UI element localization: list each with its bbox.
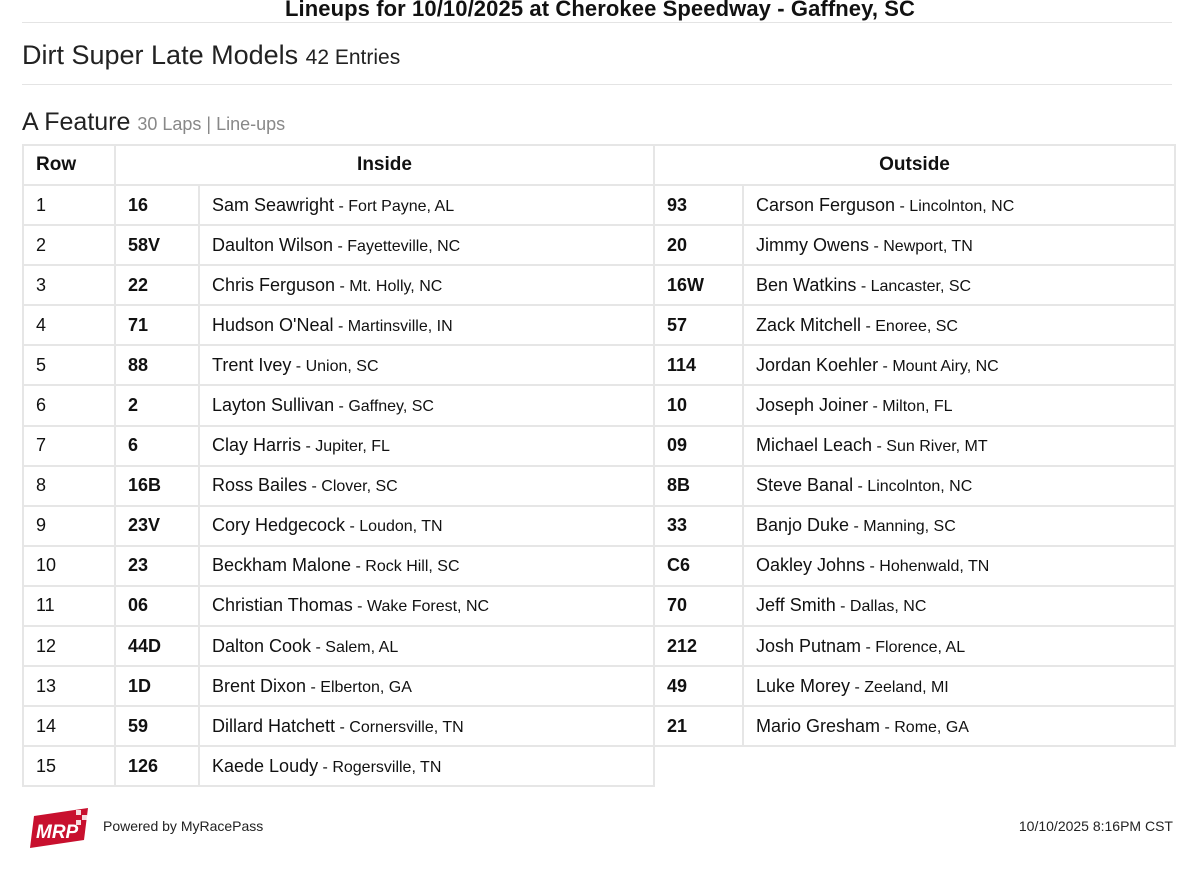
table-row	[23, 345, 1175, 385]
driver-hometown: Enoree, SC	[875, 317, 958, 335]
driver-name: Josh Putnam	[756, 635, 862, 656]
row-number: 9	[23, 506, 115, 546]
separator: -	[334, 398, 349, 416]
driver-hometown: Rogersville, TN	[332, 758, 442, 776]
separator: -	[861, 317, 876, 335]
outside-car-number: 49	[654, 666, 743, 706]
myracepass-logo[interactable]	[26, 806, 92, 855]
driver-name: Sam Seawright	[212, 194, 335, 215]
outside-car-number: 21	[654, 706, 743, 746]
table-row	[23, 225, 1175, 265]
table-row	[23, 185, 1175, 225]
separator: -	[895, 197, 910, 215]
row-number: 11	[23, 586, 115, 626]
driver-name: Ross Bailes	[212, 475, 308, 496]
separator: -	[335, 718, 350, 736]
row-number: 4	[23, 305, 115, 345]
driver-hometown: Elberton, GA	[320, 678, 412, 696]
driver-hometown: Lincolnton, NC	[909, 197, 1015, 215]
out-driver-cell	[743, 466, 1175, 506]
row-number: 7	[23, 426, 115, 466]
outside-car-number: 212	[654, 626, 743, 666]
driver-name: Oakley Johns	[756, 555, 866, 576]
driver-hometown: Zeeland, MI	[864, 678, 949, 696]
inside-car-number: 59	[115, 706, 199, 746]
inside-car-number: 44D	[115, 626, 199, 666]
in-driver-cell	[199, 305, 654, 345]
inside-car-number: 16	[115, 185, 199, 225]
driver-name: Trent Ivey	[212, 354, 292, 375]
row-header: Row	[23, 145, 115, 185]
in-driver-cell	[199, 666, 654, 706]
driver-name: Daulton Wilson	[212, 234, 334, 255]
outside-car-number: 93	[654, 185, 743, 225]
lineup-body	[23, 185, 1175, 786]
driver-hometown: Wake Forest, NC	[366, 598, 490, 616]
table-row	[23, 385, 1175, 425]
separator: -	[872, 438, 887, 456]
driver-hometown: Jupiter, FL	[315, 438, 390, 456]
row-number: 5	[23, 345, 115, 385]
inside-car-number: 2	[115, 385, 199, 425]
separator: -	[856, 277, 871, 295]
out-driver-cell	[743, 185, 1175, 225]
separator: -	[849, 518, 864, 536]
separator: -	[853, 478, 868, 496]
in-driver-cell	[199, 225, 654, 265]
separator: -	[351, 558, 366, 576]
separator: -	[880, 718, 895, 736]
driver-name: Jeff Smith	[756, 595, 836, 616]
driver-name: Chris Ferguson	[212, 274, 336, 295]
driver-name: Clay Harris	[212, 435, 302, 456]
separator: -	[835, 598, 850, 616]
separator: -	[301, 438, 316, 456]
separator: -	[352, 598, 367, 616]
outside-car-number: C6	[654, 546, 743, 586]
driver-name: Zack Mitchell	[756, 314, 862, 335]
driver-name: Dalton Cook	[212, 635, 312, 656]
inside-car-number: 58V	[115, 225, 199, 265]
class-title	[22, 40, 400, 71]
driver-hometown: Rock Hill, SC	[365, 558, 460, 576]
out-driver-cell	[743, 265, 1175, 305]
separator: -	[345, 518, 360, 536]
driver-hometown: Union, SC	[305, 357, 379, 375]
in-driver-cell	[199, 466, 654, 506]
separator: -	[311, 638, 326, 656]
empty-cell	[654, 746, 1175, 786]
driver-name: Brent Dixon	[212, 675, 307, 696]
driver-hometown: Dallas, NC	[849, 598, 927, 616]
outside-car-number: 16W	[654, 265, 743, 305]
outside-car-number: 10	[654, 385, 743, 425]
driver-hometown: Cornersville, TN	[349, 718, 464, 736]
divider	[22, 22, 1172, 23]
row-number: 10	[23, 546, 115, 586]
in-driver-cell	[199, 546, 654, 586]
row-number: 2	[23, 225, 115, 265]
separator: -	[307, 478, 322, 496]
separator: -	[865, 558, 880, 576]
table-row	[23, 626, 1175, 666]
table-row	[23, 546, 1175, 586]
class-name: Dirt Super Late Models	[22, 40, 299, 70]
separator: -	[333, 317, 348, 335]
driver-hometown: Martinsville, IN	[347, 317, 453, 335]
out-driver-cell	[743, 305, 1175, 345]
entries-count: 42 Entries	[305, 46, 401, 69]
event-name: A Feature	[22, 108, 131, 136]
driver-name: Mario Gresham	[756, 715, 881, 736]
driver-name: Jimmy Owens	[756, 234, 870, 255]
in-driver-cell	[199, 385, 654, 425]
driver-name: Luke Morey	[756, 675, 851, 696]
row-number: 15	[23, 746, 115, 786]
outside-car-number: 70	[654, 586, 743, 626]
driver-hometown: Clover, SC	[321, 478, 398, 496]
table-row	[23, 305, 1175, 345]
outside-car-number: 09	[654, 426, 743, 466]
inside-car-number: 88	[115, 345, 199, 385]
lineup-table	[22, 144, 1176, 787]
separator: -	[869, 237, 884, 255]
inside-car-number: 1D	[115, 666, 199, 706]
row-number: 6	[23, 385, 115, 425]
driver-name: Jordan Koehler	[756, 354, 879, 375]
in-driver-cell	[199, 586, 654, 626]
driver-name: Carson Ferguson	[756, 194, 896, 215]
separator: -	[334, 197, 349, 215]
inside-car-number: 6	[115, 426, 199, 466]
table-row	[23, 586, 1175, 626]
out-driver-cell	[743, 666, 1175, 706]
driver-name: Cory Hedgecock	[212, 515, 346, 536]
out-driver-cell	[743, 626, 1175, 666]
row-number: 1	[23, 185, 115, 225]
table-row	[23, 506, 1175, 546]
in-driver-cell	[199, 345, 654, 385]
driver-name: Banjo Duke	[756, 515, 850, 536]
driver-name: Beckham Malone	[212, 555, 352, 576]
driver-name: Layton Sullivan	[212, 395, 335, 416]
separator: -	[306, 678, 321, 696]
inside-car-number: 23	[115, 546, 199, 586]
in-driver-cell	[199, 185, 654, 225]
timestamp: 10/10/2025 8:16PM CST	[1018, 818, 1173, 834]
driver-hometown: Loudon, TN	[359, 518, 443, 536]
row-number: 3	[23, 265, 115, 305]
outside-car-number: 114	[654, 345, 743, 385]
table-row	[23, 666, 1175, 706]
inside-car-number: 22	[115, 265, 199, 305]
out-driver-cell	[743, 385, 1175, 425]
separator: -	[868, 398, 883, 416]
row-number: 13	[23, 666, 115, 706]
driver-name: Michael Leach	[756, 435, 873, 456]
table-header-row	[23, 145, 1175, 185]
driver-name: Joseph Joiner	[756, 395, 869, 416]
outside-header: Outside	[654, 145, 1175, 185]
table-row	[23, 265, 1175, 305]
driver-name: Ben Watkins	[756, 274, 857, 295]
row-number: 14	[23, 706, 115, 746]
event-subtitle: 30 Laps | Line-ups	[137, 114, 286, 134]
driver-hometown: Milton, FL	[882, 398, 953, 416]
driver-name: Hudson O'Neal	[212, 314, 334, 335]
driver-name: Christian Thomas	[212, 595, 353, 616]
out-driver-cell	[743, 225, 1175, 265]
table-row	[23, 426, 1175, 466]
driver-hometown: Gaffney, SC	[348, 398, 434, 416]
in-driver-cell	[199, 746, 654, 786]
inside-car-number: 06	[115, 586, 199, 626]
outside-car-number: 8B	[654, 466, 743, 506]
in-driver-cell	[199, 506, 654, 546]
page-title: Lineups for 10/10/2025 at Cherokee Speedway - Gaffney, SC	[284, 0, 916, 21]
driver-name: Kaede Loudy	[212, 755, 319, 776]
outside-car-number: 20	[654, 225, 743, 265]
driver-hometown: Mt. Holly, NC	[349, 277, 443, 295]
row-number: 12	[23, 626, 115, 666]
driver-hometown: Manning, SC	[863, 518, 956, 536]
driver-hometown: Florence, AL	[875, 638, 966, 656]
outside-car-number: 33	[654, 506, 743, 546]
in-driver-cell	[199, 626, 654, 666]
separator: -	[878, 357, 893, 375]
driver-hometown: Salem, AL	[325, 638, 399, 656]
separator: -	[861, 638, 876, 656]
driver-hometown: Fayetteville, NC	[347, 237, 461, 255]
out-driver-cell	[743, 546, 1175, 586]
driver-hometown: Sun River, MT	[886, 438, 988, 456]
event-title	[22, 108, 285, 137]
separator: -	[318, 758, 333, 776]
inside-car-number: 71	[115, 305, 199, 345]
driver-hometown: Newport, TN	[883, 237, 973, 255]
row-number: 8	[23, 466, 115, 506]
driver-hometown: Mount Airy, NC	[892, 357, 999, 375]
in-driver-cell	[199, 706, 654, 746]
out-driver-cell	[743, 426, 1175, 466]
driver-hometown: Fort Payne, AL	[348, 197, 455, 215]
inside-car-number: 16B	[115, 466, 199, 506]
logo-text: MRP	[36, 822, 79, 843]
driver-hometown: Rome, GA	[894, 718, 969, 736]
table-row	[23, 746, 1175, 786]
out-driver-cell	[743, 706, 1175, 746]
powered-by-text: Powered by MyRacePass	[103, 818, 264, 834]
driver-hometown: Hohenwald, TN	[879, 558, 990, 576]
outside-car-number: 57	[654, 305, 743, 345]
out-driver-cell	[743, 586, 1175, 626]
driver-name: Dillard Hatchett	[212, 715, 336, 736]
separator: -	[291, 357, 306, 375]
driver-hometown: Lincolnton, NC	[867, 478, 973, 496]
table-row	[23, 706, 1175, 746]
divider	[22, 84, 1172, 85]
separator: -	[333, 237, 348, 255]
separator: -	[850, 678, 865, 696]
out-driver-cell	[743, 506, 1175, 546]
in-driver-cell	[199, 265, 654, 305]
driver-hometown: Lancaster, SC	[870, 277, 972, 295]
out-driver-cell	[743, 345, 1175, 385]
table-row	[23, 466, 1175, 506]
separator: -	[335, 277, 350, 295]
inside-car-number: 23V	[115, 506, 199, 546]
inside-car-number: 126	[115, 746, 199, 786]
driver-name: Steve Banal	[756, 475, 854, 496]
inside-header: Inside	[115, 145, 654, 185]
in-driver-cell	[199, 426, 654, 466]
